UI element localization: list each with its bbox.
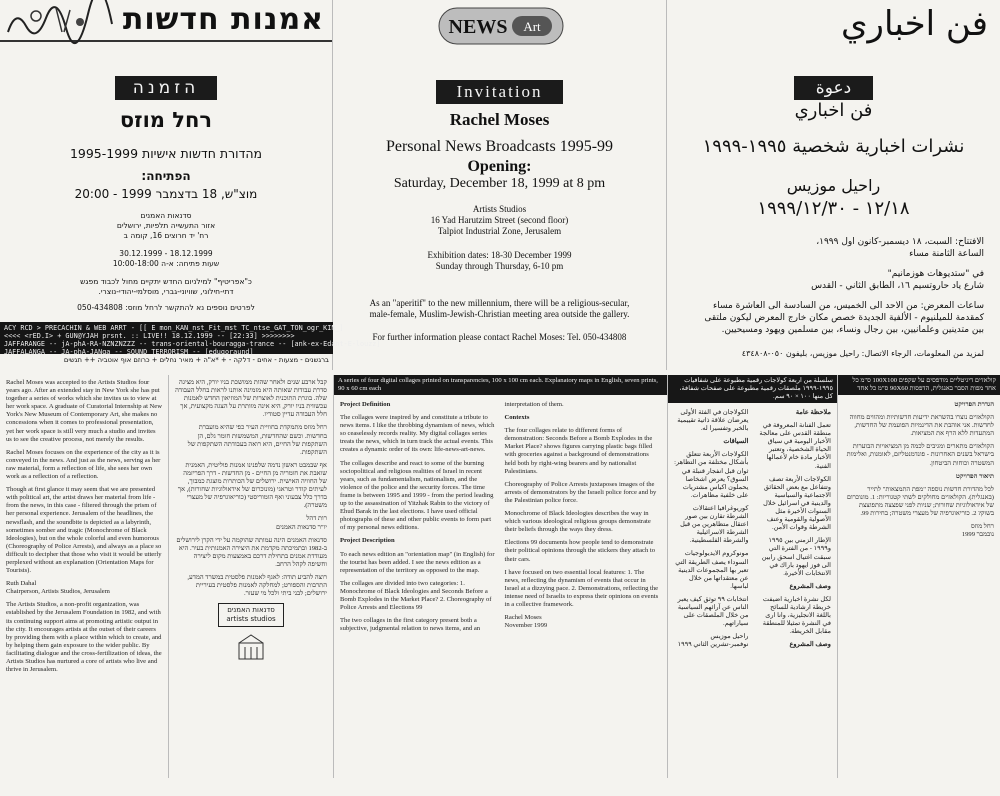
logo-art-text: Art bbox=[523, 19, 541, 34]
signature-name: Ruth Dahal bbox=[6, 580, 37, 588]
project-paragraph: مونوكروم الايديولوجيات السوداء يصف الطريقة التي تعبر بها المجموعات الدينية عن معتقداتها من خلال لباسها. bbox=[675, 550, 749, 590]
section-heading: وصف المشروع bbox=[789, 582, 831, 590]
section-heading: Project Description bbox=[340, 537, 395, 545]
project-paragraph: The four collages relate to different forms of demonstration: Seconds Before a Bomb Explodes in the Market Place? shows figures carrying plastic bags filled with groceries against a background of demonstrations held both by right-wing bearers and by nationalist Palestinians. bbox=[504, 427, 653, 475]
section-heading: הגדרת הפרויקט bbox=[954, 401, 994, 408]
contact-line: For further information please contact Rachel Moses: Tel. 050-434808 bbox=[372, 332, 627, 342]
opening-heading: Opening: bbox=[467, 158, 532, 175]
subtitle: فن اخباري bbox=[794, 100, 873, 121]
exhibition-dates: 18.12.1999 - 30.12.1999 bbox=[119, 249, 213, 258]
project-paragraph: لكل نشرة اخبارية اضيفت خريطة ارشادية للسائح باللغة الانجليزية، وانا ارى في النشرة تمثيلا للمنطقة مقابل الخريطة. bbox=[762, 595, 831, 636]
strip-line: JAFFARANGE -- jA-phA-RA-NZNZNZZZ -- trans-oriental-bouragga-trance -- [ank-ex-Edant-E-louzz] bbox=[4, 340, 381, 348]
aperitif-line: כ"אפריטיף" למילניום החדש יתקיים מחול לכבוד מפגש bbox=[80, 277, 252, 286]
arabic-project-panel bbox=[667, 375, 837, 778]
opening-heading: הפתיחה: bbox=[141, 169, 191, 183]
project-paragraph: הקולאז'ים נוצרו בהשראת ידיעות חדשותיות ומהווים מחווה לחדשות. אני אוהבת את הדינמיות הפועמת של החדשות, המתעדות ללא הרף את המציאות. bbox=[849, 414, 994, 438]
invitation-heading-wrap bbox=[333, 80, 666, 104]
statement-paragraph: רוצה להביע תודה: לאגף לאמנות פלסטית במשרד המדע, התרבות והספורט; למחלקה לאמנות פלסטית בעיריית ירושלים; לבני ביתי ולכל מי שעזר. bbox=[187, 573, 327, 598]
signature-date: November 1999 bbox=[504, 622, 548, 630]
venue-line: في "ستديوهات هوزمانيم" bbox=[887, 269, 984, 279]
hebrew-project-panel bbox=[837, 375, 1000, 778]
venue-block bbox=[0, 211, 332, 241]
logo-news-text: NEWS bbox=[448, 16, 508, 38]
statement-paragraph: Though at first glance it may seem that we are presented with political art, the artist draws her material from life - from the news, in this case - filtered through the prism of her personal experience. Jerusalem of the headlines, the newsflash, and the soundbite is depicted as a labyrinth, sometimes somber and tragic (Monochrome of Black Ideologies), but on the whole colorful and even humorous (Choreography of Police Arrests), and always as a place so difficult to decipher that those who visit it would be utterly perplexed without an explanation (Orientation Maps for Tourists). bbox=[6, 486, 162, 575]
statement-paragraph: סדנאות האמנים הינה עמותה שהוקמה על ידי הקרן לירושלים ב-1982 ובתמיכתה מקדמת את היצירה האמנותית בעיר. היא מעודדת אמנים בתחילת דרכם באמצעות מקום ליצירה וחשיפה לקהל הרחב. bbox=[176, 536, 327, 568]
venue-line: אזור התעשייה תלפיות, ירושלים bbox=[116, 221, 216, 230]
aperitif-line: male-female, Muslim-Jewish-Christian meeting area outside the gallery. bbox=[369, 309, 630, 319]
arabic-invitation-panel bbox=[667, 0, 1000, 370]
aperitif-block bbox=[333, 298, 666, 320]
credits-strip: ברגשנים - מצעות - אחים - דלקה - + *א"ה + מאיר נחלים + כרוזם אוף אוטביה ++ תגשים bbox=[63, 356, 329, 364]
aperitif-line: דתי-חילוני, שוויוני-גברי, מוסלמי-יהודי-נוצרי. bbox=[98, 287, 234, 296]
series-title: نشرات اخبارية شخصية ١٩٩٥-١٩٩٩ bbox=[702, 136, 965, 157]
invitation-heading: دعوة bbox=[794, 76, 873, 100]
opening-date: מוצ"ש, 18 בדצמבר 1999 - 20:00 bbox=[74, 187, 258, 201]
hours-block bbox=[683, 300, 984, 336]
project-paragraph: انتخابات ٩٩ توثق كيف يعبر الناس عن آرائهم السياسية من خلال الملصقات على سياراتهم. bbox=[677, 595, 749, 628]
exhibition-hours: Sunday through Thursday, 6-10 pm bbox=[435, 261, 564, 271]
sound-event-strip bbox=[0, 322, 381, 356]
aperitif-block bbox=[0, 277, 332, 297]
section-heading: Contexts bbox=[504, 414, 530, 422]
venue-block bbox=[333, 204, 666, 237]
artist-name: רחל מוזס bbox=[119, 108, 213, 132]
project-paragraph: Elections 99 documents how people tend to demonstrate their political opinions through the stickers they attach to their cars. bbox=[504, 539, 656, 563]
section-heading: السياقات bbox=[723, 438, 749, 446]
project-paragraph: الكولاجات الأربعة تصف وتتفاعل مع بعض الحقائق الاجتماعية والسياسية والدينية في اسرائيل خلال السنوات الأخيرة مثل الأصولية والقومية وعنف الشرطة وقوات الأمن. bbox=[763, 475, 831, 532]
signature-title: יו"ר סדנאות האמנים bbox=[275, 523, 327, 531]
contact-line: לפרטים נוספים נא להתקשר לרחל מוזס: 050-434808 bbox=[77, 303, 255, 312]
exhibition-block bbox=[333, 250, 666, 272]
project-paragraph: The collages were inspired by and constitute a tribute to news items. I like the throbbing dynamism of news, which so ceaselessly records reality. My digital collages series treats the news, which in turn track the actual events. This creates a dynamic order of its own: life-news-art-news. bbox=[340, 414, 495, 454]
section-heading: תיאור הפרויקט bbox=[955, 472, 994, 480]
venue-line: 16 Yad Harutzim Street (second floor) bbox=[430, 215, 569, 225]
series-title: מהדורת חדשות אישיות 1995-1999 bbox=[69, 146, 263, 161]
exhibition-dates: ١٢/١٨ - ١٩٩٩/١٢/٣٠ bbox=[757, 198, 910, 219]
venue-line: רח' יד חרוצים 16, קומה ב bbox=[123, 231, 209, 240]
project-paragraph: הקולאז'ים מתארים ומגיבים לכמה מן המציאויות הבוערות בישראל בשנים האחרונות - פונדמנטליזם, לאומנות, ואלימות המשטרה וכוחות הביטחון. bbox=[846, 443, 994, 467]
statement-paragraph: Rachel Moses was accepted to the Artists Studios four years ago. After an extended stay in New York she has put together a series of works which she invites us to view at her work space. A graduate of Curatorial Internship at New York's New Museum of Contemporary Art, she makes no concessions when it comes to professional presentation, yet her work space is still very much a studio and invites us to see the creative process, not merely the results. bbox=[6, 379, 162, 443]
english-invitation-panel bbox=[333, 0, 667, 370]
strip-line: <<<< <rED.I> + GUN@YJAH prsnt. :: LIVE!! 18.12.1999 -- [22:33] >>>>>>>> bbox=[4, 332, 295, 340]
project-paragraph: To each news edition an "orientation map" (in English) for the tourist has been added. I see the news edition as a representation of the territory as opposed to the map. bbox=[340, 550, 495, 574]
works-caption: سلسلة من اربعة كولاجات رقمية مطبوعة على شفافيات ١٩٩٥-١٩٩٩ ملصقات رقمية مطبوعة على صفحات شفافة، كل منها ١٠٠ × ٩٠ سم. bbox=[668, 375, 837, 403]
venue-line: סדנאות האמנים bbox=[140, 211, 192, 220]
english-statement-column bbox=[0, 375, 168, 778]
strip-line: JAFFALANGA -- JA-phA-JANga -- SOUND TERRORISM -- [edugoraund] bbox=[4, 348, 254, 356]
opening-block bbox=[683, 236, 984, 260]
english-project-panel bbox=[333, 375, 667, 778]
foundation-emblem-icon bbox=[231, 633, 271, 663]
statement-paragraph: אף שבמבט ראשון נדמה שלפנינו אמנות פוליטית, האמנית שואבת את חומריה מן החיים - מן החדשות - דרך הפריזמה של החוויה האישית. ירושלים של הכותרות מוצגת כמבוך, לעיתים קודר וטראגי (מונוכרום של אידאולוגיות שחורות), אך בדרך כלל צבעוני ואף הומוריסטי (כוריאוגרפיה של מעצרי משטרה). bbox=[177, 461, 327, 510]
signature-date: נובמבר 1999 bbox=[961, 531, 994, 539]
signature-title: Chairperson, Artists Studios, Jerusalem bbox=[6, 588, 110, 596]
signature-name: רחל מוזס bbox=[970, 523, 994, 531]
opening-date: Saturday, December 18, 1999 at 8 pm bbox=[393, 176, 606, 191]
invitation-heading: הזמנה bbox=[115, 76, 217, 100]
project-paragraph: الإطار الزمني بين ١٩٩٥ و١٩٩٩ - من الفترة التي سبقت اغتيال اسحق رابين الى فوز ايهود باراك في الانتخابات الأخيرة. bbox=[761, 537, 831, 577]
artist-name: Rachel Moses bbox=[449, 110, 550, 129]
invitation-heading-wrap bbox=[667, 76, 1000, 100]
masthead-title: אמנות חדשות bbox=[122, 2, 324, 37]
section-heading: وصف المشروع bbox=[789, 641, 831, 649]
doodle-graphic bbox=[6, 4, 116, 36]
signature-name: Rachel Moses bbox=[504, 614, 542, 622]
artist-name: راحيل موزيس bbox=[786, 176, 881, 195]
project-paragraph: كوريوغرافيا اعتقالات الشرطة تقارن بين صور اعتقال متظاهرين من قبل الشرطة الاسرائيلية والشرطة الفلسطينية. bbox=[680, 504, 749, 545]
project-paragraph: تعمل الفنانة المعروفة في منطقة القدس على معالجة الأخبار اليومية في سياق الحياة الشخصية، وتعتبر الأخبار مادة خام لأعمالها الفنية. bbox=[759, 422, 831, 470]
project-paragraph: The two collages in the first category present both a subjective, judgmental relation to news items, and an interpretation of them. bbox=[340, 401, 564, 633]
project-paragraph: الكولاجان في الفئة الأولى يعرضان علاقة ذاتية تقييمية بالخبر وتفسيرا له. bbox=[677, 409, 749, 433]
hours-line: كمقدمة للميلنيوم - الألفية الجديدة خصص مكان خارج المعرض ليكون ملتقى bbox=[704, 313, 984, 323]
section-heading: Project Definition bbox=[340, 401, 391, 408]
section-heading: ملاحظة عامة bbox=[795, 409, 831, 416]
project-paragraph: Monochrome of Black Ideologies describes the way in which various ideological religious groups demonstrate their beliefs through the ways they dress. bbox=[504, 510, 651, 534]
arabic-text-columns bbox=[674, 409, 831, 789]
hebrew-statement-column bbox=[168, 375, 333, 778]
artists-studios-logo: סדנאות האמנים artists studios bbox=[218, 603, 284, 627]
statement-paragraph: Rachel Moses focuses on the experience of the city as it is conveyed in the news. And just as the news, serving as her raw material, form a reflection of life, she sees her own work as a reflection of a reflection. bbox=[6, 448, 161, 481]
venue-line: شارع ياد حاروتسيم ١٦، الطابق الثاني - القدس bbox=[811, 281, 984, 291]
strip-line: ACY RCD > PRECACHIN & WEB ARRT - [[ E mon_KAN_nst_Fit_mst TC_ntse_GAT_TON_ogr_KIN_] bbox=[4, 324, 344, 332]
works-caption: קולאז'ים דיגיטליים מודפסים על שקפים 100X100 ס"מ כל אחד מפות הסבר באנגלית, הדפסות 90X60 ס"מ כל אחד bbox=[838, 375, 1000, 395]
exhibition-dates: Exhibition dates: 18-30 December 1999 bbox=[427, 250, 572, 260]
hours-line: ساعات المعرض: من الاحد الى الخميس، من السادسة الى العاشرة مساء bbox=[712, 301, 984, 311]
project-paragraph: الكولاجات الأربعة تتعلق بأشكال مختلفة من التظاهر: ثوان قبل انفجار قنبلة في السوق؟ يعرض اشخاصا يحملون اكياس مشتريات على خلفية مظاهرات. bbox=[674, 451, 749, 499]
works-caption: A series of four digital collages printed on transparencies, 100 x 100 cm each. Explanatory maps in English, seven prints, 90 x 60 cm each bbox=[334, 375, 667, 395]
venue-line: Artists Studios bbox=[472, 204, 527, 214]
hebrew-invitation-panel bbox=[0, 0, 381, 370]
signature-name: רות דהל bbox=[306, 515, 327, 523]
statement-paragraph: קבל ארבע שנים ולאחר שהות ממושכת בניו יורק, היא מציגה סדרת עבודות שאותה היא מזמינה אותנו לראות בחלל העבודה שלה. בוגרת התוכנית לאוצרות של המוזיאון החדש לאמנות עכשווית בניו יורק, היא אינה מוותרת על הצגה מקצועית, אך חלל העבודה עדיין סטודיו. bbox=[175, 379, 327, 419]
venue-line: Talpiot Industrial Zone, Jerusalem bbox=[437, 226, 562, 236]
masthead-title: فن اخباري bbox=[840, 4, 988, 44]
signature-name: راحيل موزيس bbox=[710, 633, 749, 641]
statement-paragraph: The Artists Studios, a non-profit organization, was established by the Jerusalem Foundation in 1982, and with its continuing support aims at promoting artistic output in the city. It encourages artists at the outset of their careers by providing them with a place within which to create, and by helping them gain exposure to the wider public. By facilitating dialogue and the cross-fertilization of ideas, the Artists Studios has nurtured a core of artists who live and thrive in Jerusalem. bbox=[6, 601, 162, 674]
project-paragraph: Choreography of Police Arrests juxtaposes images of the arrests of demonstrators by the Israeli police force and by the Palestinian police force. bbox=[504, 480, 657, 504]
project-paragraph: I have focused on two essential local features: 1. The news, reflecting the dynamism of events that occur in Israel at a dizzying pace. 2. Demonstrations, reflecting the intense need of Israelis to express their opinions on events in a collective framework. bbox=[504, 568, 659, 608]
series-title: Personal News Broadcasts 1995-99 bbox=[385, 138, 614, 155]
venue-block bbox=[683, 268, 984, 292]
hours-line: بين متدينين وعلمانيين، بين رجال ونساء، بين مسلمين ويهود ومسيحيين. bbox=[721, 325, 984, 335]
project-paragraph: The collages are divided into two categories: 1. Monochrome of Black Ideologies and Seconds Before a Bomb Explodes in the Market Place? 2. Choreography of Police Arrests and Elections 99 bbox=[340, 579, 492, 612]
invitation-heading-wrap bbox=[0, 42, 332, 100]
opening-line: الساعة الثامنة مساء bbox=[909, 249, 984, 259]
statement-paragraph: רחל מוזס מתמקדת בחוויית העיר כפי שהיא מועברת בחדשות. וכשם שהחדשות, המשמשות חומר גלם, הן השתקפות של החיים, היא רואה בעבודתה השתקפות של השתקפות. bbox=[187, 424, 327, 456]
news-art-logo bbox=[438, 7, 564, 45]
exhibition-block bbox=[0, 249, 332, 269]
project-text-columns bbox=[340, 401, 661, 796]
opening-line: الافتتاح: السبت، ١٨ ديسمبر-كانون اول ١٩٩٩، bbox=[816, 237, 984, 247]
project-paragraph: לכל מהדורת חדשות נוספה "מפת התמצאות" לתייר (באנגלית). הקולאז'ים מחולקים לשתי קטגוריות: 1. מונוכרום של אידאולוגיות שחורות; שניות לפני שפצצה מתפוצצת בשוק? 2. כוריאוגרפיה של מעצרי משטרה; בחירות 99. bbox=[846, 485, 994, 518]
aperitif-line: As an "aperitif" to the new millennium, there will be a religious-secular, bbox=[369, 298, 630, 308]
opening-hours: שעות פתיחה: א-ה 10:00-18:00 bbox=[112, 259, 220, 268]
hebrew-masthead bbox=[0, 0, 332, 42]
project-paragraph: The collages describe and react to some of the burning sociopolitical and religious realities of Israel in recent years, such as fundamentalism, nationalism, and the violence of the police and the security forces. The time frame is between 1995 and 1999 - from the period leading up to the assassination of Yitzhak Rabin to the victory of Ehud Barak in the last elections. I have used official photographs of these and other public events to form part of my personal news editions. bbox=[340, 459, 494, 532]
invitation-heading: Invitation bbox=[436, 80, 562, 104]
signature-date: نوفمبر-تشرين الثاني ١٩٩٩ bbox=[677, 641, 749, 649]
contact-line: لمزيد من المعلومات، الرجاء الاتصال: راحيل موزيس، بليفون ٠٥٠-٤٣٤٨٠٨ bbox=[741, 349, 984, 358]
